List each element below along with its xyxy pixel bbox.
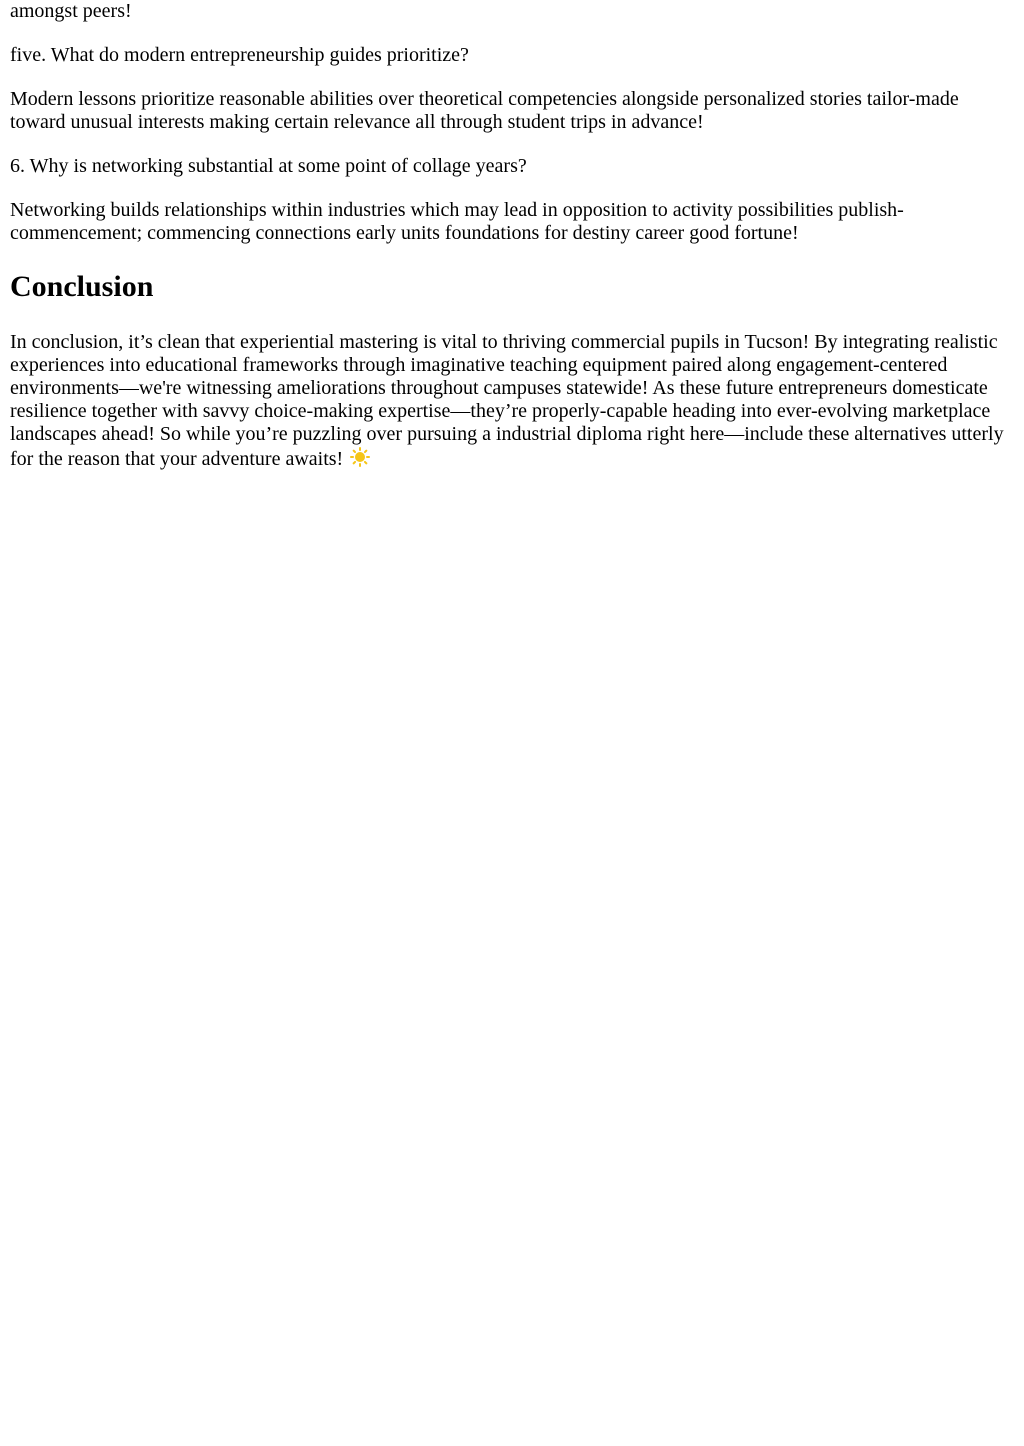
- conclusion-heading: Conclusion: [10, 270, 154, 303]
- conclusion-text: In conclusion, it’s clean that experiential mastering is vital to thriving commercial pupils in Tucson! By integrating realistic experiences into educational frameworks through imaginative teaching equipment paired along engagement-centered environments—we're witnessing ameliorations throughout campuses statewide! As these future entrepreneurs domesticate resilience together with savvy choice-making expertise—they’re properly-capable heading into ever-evolving marketplace landscapes ahead! So while you’re puzzling over pursuing a industrial diploma right here—include these alternatives utterly for the reason that your adventure awaits!: [10, 331, 1004, 470]
- faq-answer-6: Networking builds relationships within industries which may lead in opposition to activity possibilities publish-commencement; commencing connections early units foundations for destiny career good fortune!: [10, 199, 904, 244]
- faq-question-5: five. What do modern entrepreneurship guides prioritize?: [10, 44, 469, 66]
- faq-answer-5: Modern lessons prioritize reasonable abilities over theoretical competencies alongside personalized stories tailor-made toward unusual interests making certain relevance all through student trips in advance!: [10, 88, 959, 133]
- faq-question-6: 6. Why is networking substantial at some point of collage years?: [10, 155, 527, 177]
- conclusion-paragraph: [10, 331, 1014, 471]
- sun-icon: [349, 446, 371, 468]
- paragraph-continuation: amongst peers!: [10, 0, 132, 22]
